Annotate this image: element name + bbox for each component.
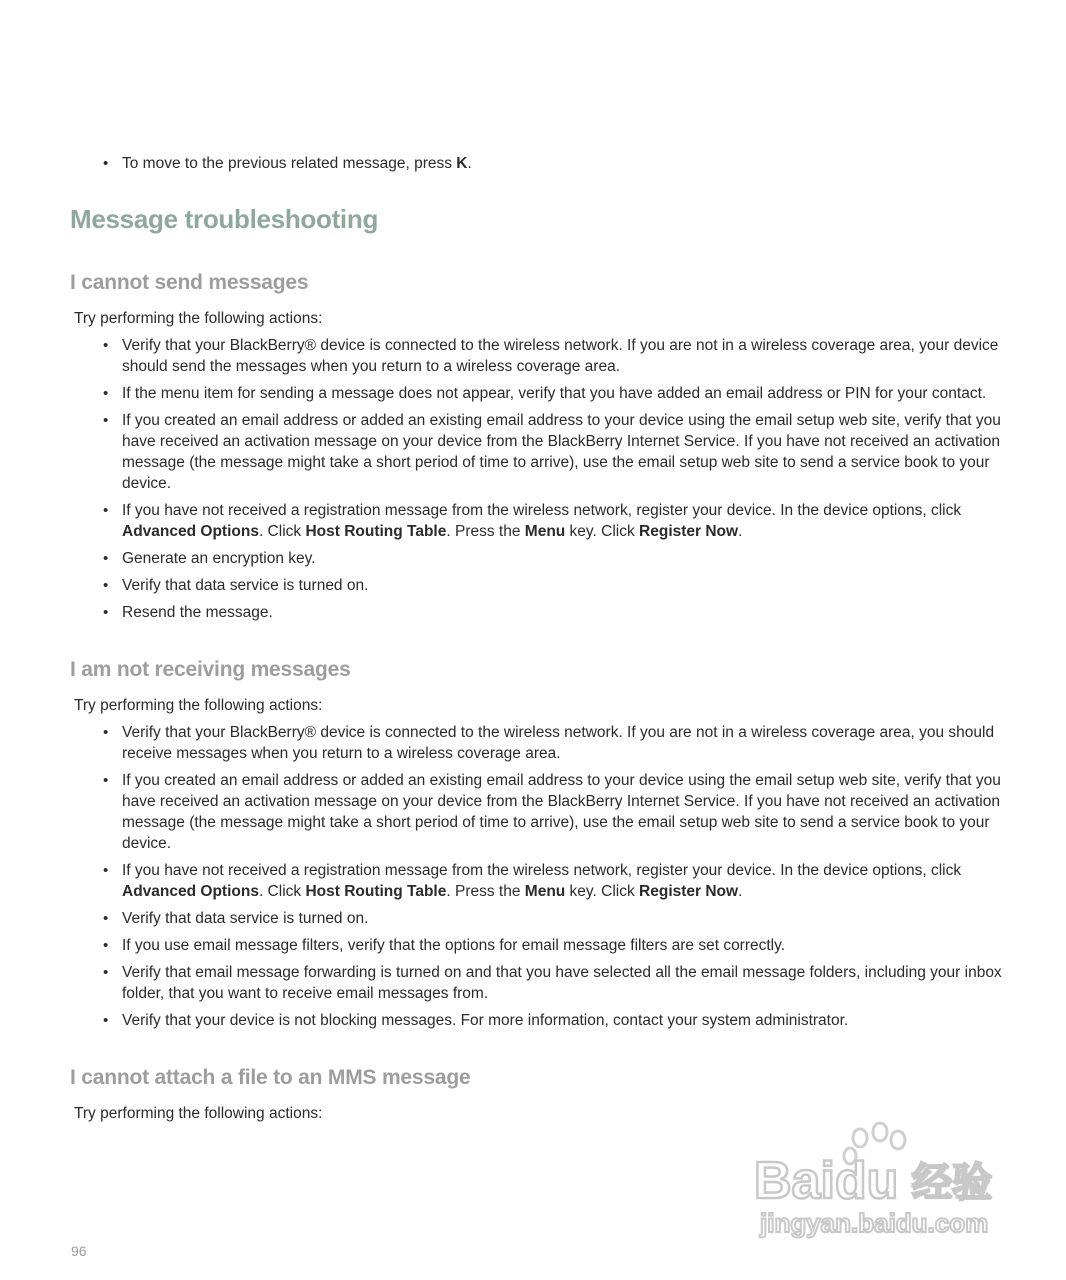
list-item: • Verify that your BlackBerry® device is connected to the wireless network. If you are not in a wireless coverage area, you should receive messages when you return to a wireless coverage area.	[103, 724, 995, 762]
watermark-url: jingyan.baidu.com	[760, 1208, 989, 1238]
list-item-registration: • If you have not received a registration message from the wireless network, register your device. In the device options, click Advanced Options. Click Host Routing Table. Press the Menu key. Click Register Now.	[103, 862, 962, 900]
intro-list	[0, 153, 1002, 180]
bullet-icon: •	[103, 1012, 109, 1029]
section-heading: I cannot attach a file to an MMS message	[70, 1066, 471, 1089]
list-item: • Verify that data service is turned on.	[103, 577, 369, 594]
section-list	[0, 722, 1002, 1037]
section-heading: I am not receiving messages	[70, 658, 351, 681]
watermark-suffix: 经验	[912, 1160, 992, 1206]
section-heading: I cannot send messages	[70, 271, 309, 294]
bullet-icon: •	[103, 550, 109, 567]
bullet-icon: •	[103, 385, 109, 402]
section-lead: Try performing the following actions:	[74, 1105, 323, 1122]
bullet-icon: •	[103, 910, 109, 927]
bullet-icon: •	[103, 412, 109, 429]
bullet-icon: •	[103, 502, 109, 519]
page-number: 96	[71, 1243, 87, 1259]
bullet-icon: •	[103, 604, 109, 621]
section-lead: Try performing the following actions:	[74, 697, 323, 714]
list-item: • If the menu item for sending a message does not appear, verify that you have added an email address or PIN for your contact.	[103, 385, 987, 402]
list-item: • To move to the previous related message, press K.	[103, 155, 472, 172]
bullet-icon: •	[103, 724, 109, 741]
list-item: • If you created an email address or added an existing email address to your device using the email setup web site, verify that you have received an activation message on your device from the BlackBerry Internet Service. If you have not received an activation message (the message might take a short period of time to arrive), use the email setup web site to send a service book to your device.	[103, 412, 1001, 492]
bullet-icon: •	[103, 964, 109, 981]
baidu-watermark-logo	[752, 1120, 1012, 1240]
bullet-icon: •	[103, 937, 109, 954]
list-item: • If you use email message filters, verify that the options for email message filters are set correctly.	[103, 937, 786, 954]
list-item: • Verify that email message forwarding is turned on and that you have selected all the email message folders, including your inbox folder, that you want to receive email messages from.	[103, 964, 1002, 1002]
bullet-icon: •	[103, 337, 109, 354]
bullet-icon: •	[103, 577, 109, 594]
bullet-icon: •	[103, 862, 109, 879]
list-item: • Verify that your device is not blocking messages. For more information, contact your system administrator.	[103, 1012, 849, 1029]
list-item: • Verify that data service is turned on.	[103, 910, 369, 927]
list-item-registration: • If you have not received a registration message from the wireless network, register your device. In the device options, click Advanced Options. Click Host Routing Table. Press the Menu key. Click Register Now.	[103, 502, 962, 540]
list-item: • If you created an email address or added an existing email address to your device using the email setup web site, verify that you have received an activation message on your device from the BlackBerry Internet Service. If you have not received an activation message (the message might take a short period of time to arrive), use the email setup web site to send a service book to your device.	[103, 772, 1001, 852]
list-item: • Verify that your BlackBerry® device is connected to the wireless network. If you are not in a wireless coverage area, your device should send the messages when you return to a wireless coverage area.	[103, 337, 999, 375]
list-item: • Resend the message.	[103, 604, 273, 621]
bullet-icon: •	[103, 772, 109, 789]
section-lead: Try performing the following actions:	[74, 310, 323, 327]
bullet-icon: •	[103, 155, 109, 172]
section-list	[0, 335, 1002, 629]
main-heading: Message troubleshooting	[70, 204, 379, 234]
list-item: • Generate an encryption key.	[103, 550, 316, 567]
watermark-brand: Baidu	[754, 1152, 899, 1210]
